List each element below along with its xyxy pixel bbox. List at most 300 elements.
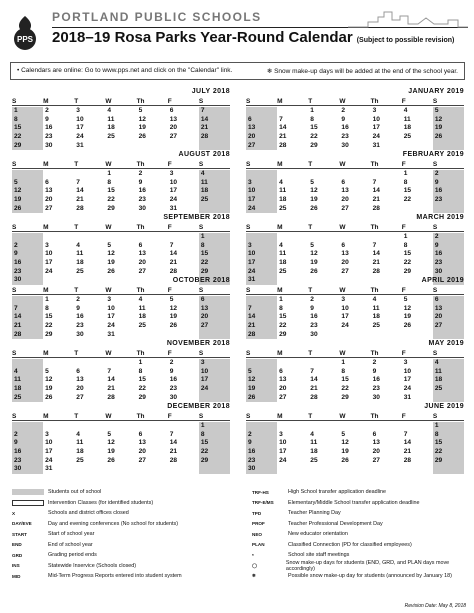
- day-cell: 5: [107, 241, 112, 249]
- day-cell: 10: [107, 304, 115, 312]
- day-cell: 28: [12, 331, 43, 340]
- day-cell: 3: [45, 241, 49, 249]
- month-title: APRIL 2019: [421, 277, 464, 284]
- day-cell: 27: [45, 204, 53, 212]
- day-cell: [137, 331, 168, 340]
- day-cell: 19: [138, 124, 146, 132]
- weekday-label: S: [198, 98, 204, 105]
- day-cell: 14: [169, 250, 178, 258]
- day-cell: [246, 296, 277, 305]
- legend-label: Students out of school: [48, 489, 102, 495]
- day-cell: 14: [403, 439, 412, 447]
- day-cell: 27: [279, 393, 287, 401]
- revision-date: Revision Date: May 8, 2018: [404, 603, 466, 609]
- month-october-2018: [12, 277, 230, 340]
- day-cell: [199, 142, 230, 151]
- day-cell: [402, 142, 433, 151]
- day-cell: 1: [279, 296, 283, 303]
- day-cell: [199, 205, 230, 214]
- weekday-label: W: [339, 350, 346, 357]
- day-cell: 19: [107, 259, 115, 267]
- day-cell: [74, 465, 105, 474]
- day-cell: 19: [246, 385, 277, 394]
- legend-item: [252, 559, 467, 572]
- day-cell: [433, 394, 464, 403]
- legend-key: NEO: [252, 531, 262, 537]
- day-cell: 19: [12, 196, 43, 205]
- day-cell: 29: [341, 393, 349, 401]
- day-cell: 26: [12, 205, 43, 214]
- day-cell: 22: [12, 133, 43, 142]
- pps-logo-icon: [8, 14, 42, 52]
- day-cell: 21: [372, 196, 380, 204]
- day-cell: 16: [45, 124, 53, 132]
- day-cell: [433, 331, 464, 340]
- day-cell: 19: [169, 313, 178, 321]
- week-row: [12, 431, 230, 440]
- day-cell: 9: [372, 367, 377, 375]
- day-cell: 4: [433, 359, 464, 368]
- week-row: [12, 394, 230, 403]
- day-cell: 31: [372, 141, 380, 149]
- day-cell: [12, 170, 43, 179]
- day-cell: 22: [138, 385, 146, 393]
- subtitle: (Subject to possible revision): [356, 37, 455, 44]
- day-cell: 31: [45, 465, 53, 473]
- day-cell: 13: [433, 305, 464, 314]
- weekday-label: M: [277, 287, 283, 294]
- week-row: [12, 305, 230, 314]
- weekday-label: F: [401, 98, 406, 105]
- day-cell: 10: [169, 178, 178, 186]
- day-cell: 5: [45, 367, 49, 375]
- day-cell: [12, 233, 43, 242]
- day-cell: 30: [138, 204, 146, 212]
- day-cell: 16: [12, 259, 43, 268]
- day-cell: [371, 331, 402, 340]
- day-cell: [246, 170, 277, 179]
- day-cell: 5: [12, 179, 43, 188]
- legend-item: [252, 572, 452, 580]
- day-cell: 2: [76, 296, 80, 303]
- weekday-label: Th: [136, 350, 145, 357]
- day-cell: [246, 359, 277, 368]
- day-cell: 8: [341, 367, 346, 375]
- weekday-label: M: [43, 161, 49, 168]
- week-row: [12, 233, 230, 242]
- day-cell: 13: [341, 187, 349, 195]
- day-cell: 22: [199, 448, 230, 457]
- day-cell: [308, 465, 339, 474]
- day-cell: 24: [45, 456, 53, 464]
- day-cell: 20: [372, 448, 380, 456]
- weekday-label: T: [308, 161, 313, 168]
- week-row: [246, 259, 464, 268]
- day-cell: [43, 422, 74, 431]
- day-cell: 13: [76, 376, 84, 384]
- day-cell: 30: [310, 330, 318, 338]
- day-cell: 17: [246, 196, 277, 205]
- day-cell: 20: [246, 133, 277, 142]
- day-cell: 16: [138, 187, 146, 195]
- weekday-label: F: [401, 287, 406, 294]
- legend-item: [252, 488, 386, 496]
- day-cell: [339, 233, 370, 242]
- legend-item: [252, 509, 341, 517]
- month-december-2018: [12, 403, 230, 473]
- day-cell: 15: [199, 250, 230, 259]
- week-row: [12, 331, 230, 340]
- week-rows: [246, 170, 464, 213]
- legend-item: [12, 509, 129, 517]
- weekday-label: M: [43, 413, 49, 420]
- day-cell: 13: [138, 250, 146, 258]
- day-cell: 21: [12, 322, 43, 331]
- legend-label: School site staff meetings: [288, 552, 350, 558]
- weekday-label: F: [167, 287, 172, 294]
- day-cell: 11: [12, 376, 43, 385]
- month-title: JANUARY 2019: [408, 88, 464, 95]
- legend-item: [12, 520, 178, 528]
- day-cell: [402, 465, 433, 474]
- weekday-header: [12, 413, 230, 421]
- day-cell: 20: [76, 385, 84, 393]
- day-cell: 17: [45, 448, 53, 456]
- legend-key: PLAN: [252, 542, 265, 547]
- day-cell: 26: [310, 267, 318, 275]
- day-cell: 12: [107, 250, 115, 258]
- day-cell: 24: [107, 322, 115, 330]
- day-cell: 2: [12, 431, 43, 440]
- day-cell: 18: [76, 259, 84, 267]
- day-cell: 8: [199, 242, 230, 251]
- day-cell: 17: [107, 313, 115, 321]
- day-cell: 27: [169, 133, 178, 141]
- weekday-label: Th: [136, 224, 145, 231]
- weekday-label: Th: [136, 287, 145, 294]
- weekday-header: [246, 98, 464, 106]
- day-cell: 11: [76, 250, 84, 258]
- day-cell: 4: [372, 296, 377, 303]
- weekday-header: [246, 224, 464, 232]
- weekday-label: Th: [136, 98, 145, 105]
- day-cell: 7: [372, 241, 377, 249]
- day-cell: 15: [279, 313, 287, 321]
- day-cell: 15: [138, 376, 146, 384]
- day-cell: 12: [310, 250, 318, 258]
- weekday-label: F: [401, 413, 406, 420]
- day-cell: 7: [169, 430, 174, 438]
- day-cell: [105, 465, 136, 474]
- day-cell: 10: [246, 187, 277, 196]
- day-cell: 11: [403, 115, 411, 123]
- legend-item: [12, 499, 153, 507]
- week-row: [12, 296, 230, 305]
- day-cell: 13: [45, 187, 53, 195]
- weekday-label: Th: [370, 161, 379, 168]
- legend-item: [12, 541, 93, 549]
- weekday-label: W: [105, 350, 112, 357]
- weekday-header: [12, 98, 230, 106]
- weekday-label: S: [198, 224, 204, 231]
- day-cell: 15: [12, 124, 43, 133]
- day-cell: 5: [169, 296, 174, 303]
- legend-label: Grading period ends: [48, 552, 97, 558]
- day-cell: [199, 331, 230, 340]
- weekday-label: W: [339, 287, 346, 294]
- day-cell: 7: [310, 367, 314, 375]
- day-cell: 7: [279, 115, 283, 123]
- weekday-label: F: [401, 161, 406, 168]
- day-cell: 30: [372, 393, 380, 401]
- day-cell: 4: [76, 430, 80, 438]
- weekday-label: T: [308, 98, 313, 105]
- day-cell: 25: [76, 267, 84, 275]
- month-title: MARCH 2019: [416, 214, 464, 221]
- weekday-label: S: [198, 161, 204, 168]
- day-cell: 25: [310, 456, 318, 464]
- weekday-label: T: [308, 224, 313, 231]
- day-cell: 18: [107, 124, 115, 132]
- day-cell: 6: [45, 178, 49, 186]
- notice-calendars-online: • Calendars are online: Go to www.pps.net and click on the "Calendar" link.: [17, 67, 233, 74]
- legend-key: START: [12, 531, 27, 537]
- week-rows: [12, 170, 230, 213]
- day-cell: 28: [76, 204, 84, 212]
- day-cell: 29: [12, 142, 43, 151]
- day-cell: 24: [76, 133, 84, 141]
- day-cell: 11: [433, 368, 464, 377]
- day-cell: 27: [433, 322, 464, 331]
- day-cell: 20: [341, 196, 349, 204]
- legend-key: TRF-E/MS: [252, 500, 274, 505]
- day-cell: 15: [107, 187, 115, 195]
- day-cell: 1: [12, 107, 43, 116]
- day-cell: 17: [45, 259, 53, 267]
- day-cell: 21: [169, 259, 178, 267]
- day-cell: [105, 142, 136, 151]
- weekday-label: S: [12, 413, 17, 420]
- weekday-header: [12, 287, 230, 295]
- day-cell: 19: [310, 196, 318, 204]
- day-cell: 7: [169, 241, 174, 249]
- weekday-label: M: [277, 224, 283, 231]
- week-row: [246, 385, 464, 394]
- day-cell: 28: [372, 204, 380, 212]
- day-cell: [43, 233, 74, 242]
- legend-key: [12, 489, 44, 495]
- weekday-header: [12, 350, 230, 358]
- weekday-label: S: [432, 98, 438, 105]
- month-title: JULY 2018: [191, 88, 230, 95]
- week-row: [12, 322, 230, 331]
- weekday-label: T: [308, 287, 313, 294]
- day-cell: 27: [372, 456, 380, 464]
- day-cell: 8: [107, 178, 112, 186]
- legend-item: [12, 572, 182, 580]
- day-cell: 3: [169, 170, 174, 177]
- day-cell: 6: [246, 116, 277, 125]
- day-cell: 20: [433, 313, 464, 322]
- week-row: [246, 242, 464, 251]
- day-cell: 1: [107, 170, 112, 177]
- week-row: [246, 250, 464, 259]
- day-cell: 5: [310, 178, 314, 186]
- day-cell: 8: [12, 116, 43, 125]
- week-rows: [12, 107, 230, 150]
- legend-key: X: [12, 510, 16, 516]
- legend-label: Day and evening conferences (No school for students): [48, 520, 179, 527]
- legend-label: Mid-Term Progress Reports entered into student system: [48, 573, 182, 579]
- day-cell: 6: [372, 430, 377, 438]
- day-cell: [433, 142, 464, 151]
- day-cell: [402, 331, 433, 340]
- weekday-label: S: [246, 98, 251, 105]
- day-cell: [168, 233, 199, 242]
- day-cell: 25: [76, 456, 84, 464]
- week-row: [12, 124, 230, 133]
- day-cell: 2: [12, 242, 43, 251]
- day-cell: 25: [279, 204, 287, 212]
- weekday-label: S: [198, 287, 204, 294]
- week-row: [246, 465, 464, 474]
- week-row: [12, 116, 230, 125]
- day-cell: 1: [341, 359, 346, 366]
- month-title: SEPTEMBER 2018: [163, 214, 230, 221]
- week-row: [12, 368, 230, 377]
- weekday-label: W: [105, 413, 112, 420]
- day-cell: 29: [199, 268, 230, 277]
- day-cell: [371, 233, 402, 242]
- weekday-label: W: [105, 161, 112, 168]
- day-cell: 14: [12, 313, 43, 322]
- day-cell: 11: [279, 187, 287, 195]
- day-cell: [308, 170, 339, 179]
- day-cell: 15: [403, 250, 412, 258]
- day-cell: 16: [310, 313, 318, 321]
- day-cell: 23: [12, 268, 43, 277]
- day-cell: 16: [372, 376, 380, 384]
- day-cell: 1: [310, 107, 314, 114]
- day-cell: 17: [279, 448, 287, 456]
- day-cell: 27: [199, 322, 230, 331]
- day-cell: 28: [246, 331, 277, 340]
- weekday-label: M: [43, 350, 49, 357]
- day-cell: 23: [12, 457, 43, 466]
- week-row: [246, 331, 464, 340]
- week-row: [12, 268, 230, 277]
- day-cell: 17: [372, 124, 380, 132]
- day-cell: 12: [12, 187, 43, 196]
- day-cell: 1: [199, 422, 230, 431]
- day-cell: 14: [107, 376, 115, 384]
- day-cell: 24: [246, 268, 277, 277]
- month-title: AUGUST 2018: [178, 151, 230, 158]
- month-november-2018: [12, 340, 230, 403]
- day-cell: 13: [341, 250, 349, 258]
- weekday-label: Th: [370, 350, 379, 357]
- day-cell: 18: [199, 187, 230, 196]
- day-cell: 29: [310, 141, 318, 149]
- weekday-label: T: [74, 98, 79, 105]
- weekday-label: W: [339, 161, 346, 168]
- day-cell: 2: [372, 359, 377, 366]
- day-cell: 2: [310, 296, 314, 303]
- day-cell: 17: [403, 376, 412, 384]
- month-may-2019: [246, 340, 464, 403]
- weekday-label: M: [43, 98, 49, 105]
- day-cell: 23: [433, 259, 464, 268]
- weekday-label: S: [246, 224, 251, 231]
- day-cell: 18: [12, 385, 43, 394]
- day-cell: 21: [310, 385, 318, 393]
- day-cell: 15: [403, 187, 412, 195]
- day-cell: 31: [107, 330, 115, 338]
- week-row: [12, 142, 230, 151]
- day-cell: [12, 296, 43, 305]
- day-cell: 1: [138, 359, 143, 366]
- day-cell: 3: [76, 107, 80, 114]
- weekday-label: W: [105, 224, 112, 231]
- weekday-label: S: [432, 224, 438, 231]
- week-row: [12, 259, 230, 268]
- weekday-label: F: [401, 350, 406, 357]
- day-cell: 17: [76, 124, 84, 132]
- week-row: [246, 457, 464, 466]
- month-title: FEBRUARY 2019: [402, 151, 464, 158]
- day-cell: 27: [76, 393, 84, 401]
- day-cell: 28: [310, 393, 318, 401]
- day-cell: 19: [45, 385, 53, 393]
- week-row: [12, 465, 230, 474]
- day-cell: 10: [45, 439, 53, 447]
- day-cell: 22: [341, 385, 349, 393]
- day-cell: 1: [45, 296, 49, 303]
- day-cell: 30: [76, 330, 84, 338]
- day-cell: 7: [403, 430, 408, 438]
- weekday-label: Th: [370, 224, 379, 231]
- legend-label: New educator orientation: [288, 531, 348, 537]
- day-cell: 24: [169, 196, 178, 204]
- day-cell: 11: [199, 179, 230, 188]
- day-cell: 2: [433, 233, 464, 242]
- month-january-2019: [246, 88, 464, 151]
- day-cell: 21: [246, 322, 277, 331]
- day-cell: 4: [279, 178, 283, 186]
- week-row: [246, 422, 464, 431]
- day-cell: 18: [403, 124, 412, 132]
- day-cell: 10: [45, 250, 53, 258]
- week-row: [246, 305, 464, 314]
- month-february-2019: [246, 151, 464, 214]
- week-row: [12, 422, 230, 431]
- day-cell: 9: [433, 242, 464, 251]
- day-cell: 6: [279, 367, 283, 375]
- day-cell: 3: [107, 296, 112, 303]
- day-cell: [74, 170, 105, 179]
- org-name: PORTLAND PUBLIC SCHOOLS: [52, 10, 262, 24]
- day-cell: 22: [279, 322, 287, 330]
- day-cell: [199, 394, 230, 403]
- weekday-label: Th: [370, 98, 379, 105]
- legend-key: GRD: [12, 552, 23, 558]
- day-cell: 14: [279, 124, 287, 132]
- day-cell: 30: [12, 276, 43, 285]
- day-cell: 3: [45, 430, 49, 438]
- week-row: [246, 368, 464, 377]
- day-cell: [12, 422, 43, 431]
- day-cell: 26: [107, 267, 115, 275]
